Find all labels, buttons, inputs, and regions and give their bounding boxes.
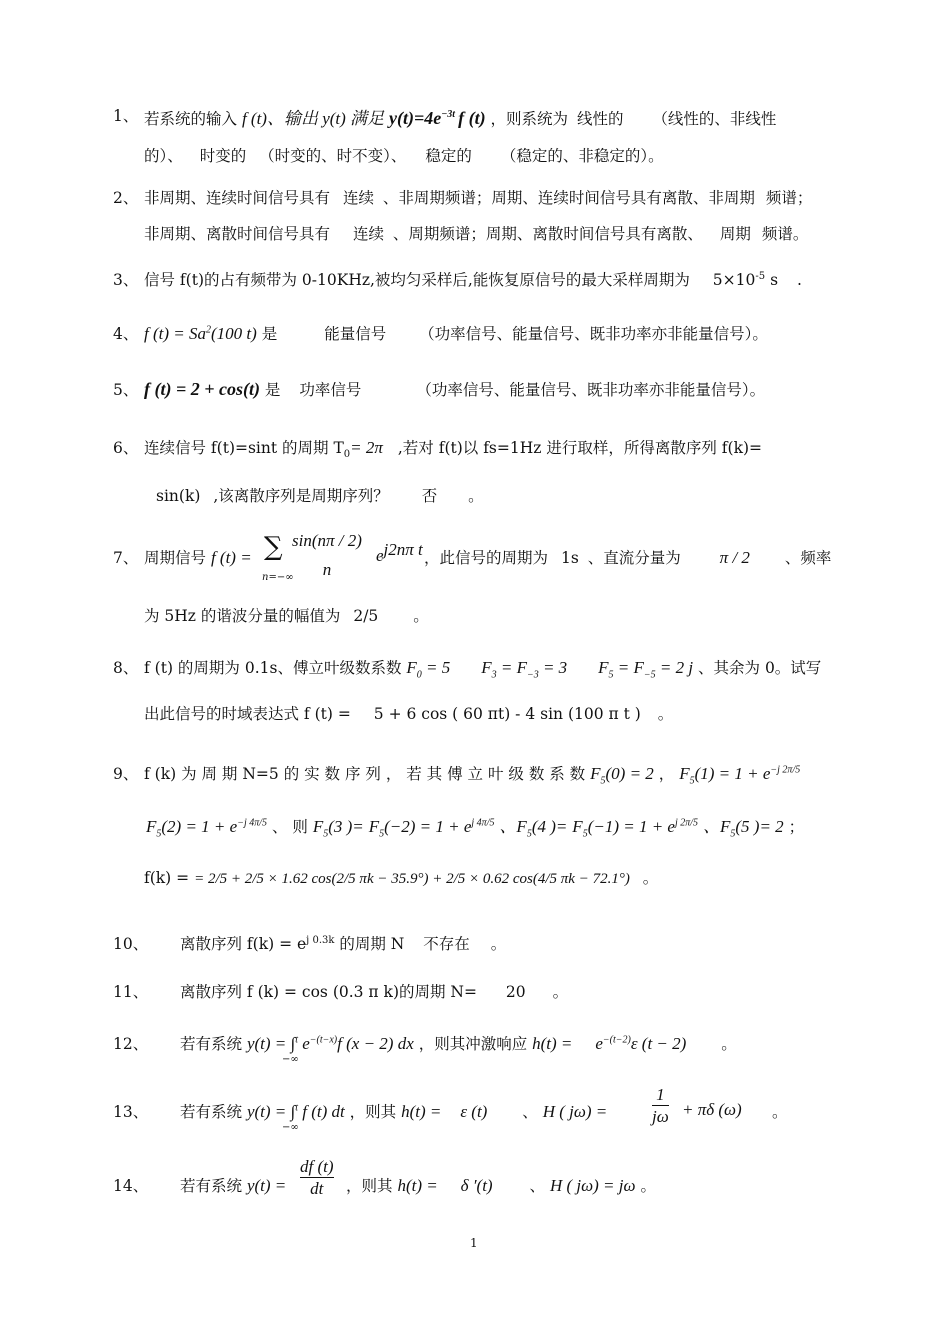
- equation: y(t) = ∫$^t$ $e^{-(t-x)}f$ (x − 2) dx: [246, 1034, 414, 1053]
- answer: 时变的: [199, 147, 247, 165]
- question-number: 8、: [113, 659, 139, 677]
- equation: $y(t)=4e^{-3t}$ f (t): [389, 108, 486, 128]
- question-number: 1、: [113, 107, 139, 125]
- summation-sign: ∑: [264, 532, 283, 562]
- coef-f3: $F_3 = F_{-3} = 3$: [481, 658, 568, 681]
- question-number: 6、: [113, 439, 139, 457]
- equation: f (t) = 2 + cos(t): [144, 379, 260, 399]
- answer: 2/5: [353, 607, 379, 625]
- coef: $F_5(1) = 1 + e^{-j 2\pi/5}$: [679, 764, 801, 787]
- answer: 连续: [342, 189, 374, 207]
- answer: $e^{-(t-2)}\varepsilon$ (t − 2): [595, 1034, 687, 1053]
- answer: π / 2: [719, 548, 750, 567]
- question-number: 7、: [113, 549, 139, 567]
- question-number: 3、: [113, 271, 139, 289]
- answer: ε (t): [460, 1102, 488, 1121]
- answer: 功率信号: [299, 381, 362, 399]
- answer: 不存在: [423, 935, 470, 953]
- question-text: 若系统的输入: [144, 110, 238, 128]
- equation: y(t) = ∫$^t$ f (t) dt: [246, 1102, 345, 1121]
- fraction: sin(nπ / 2) n: [292, 531, 362, 580]
- page-number: 1: [470, 1236, 478, 1250]
- document-page: 1、 若系统的输入 f (t)、输出 y(t) 满足 $y(t)=4e^{-3t}$ f (t) ，则系统为 线性的 （线性的、非线性 的）、 时变的 （时变的、时不变）、 稳定的 （稳定的、非稳定的）。 2、 非周期、连续时间信号具有 连续 、非周期频谱；周期、连续时间信号具有离散、非周期 频谱； 非周期、离散时间信号具有 连续 、周期频谱；周期、离散时间信号具有离散、 周期 频谱。 3、 信号 f(t)的占有频带为 0-10KHz,被均匀采样后,能恢复原信号的最大采样周期为 $5\times 10^{-5}$ s . 4、 f $(t) = Sa^2(100$ t) 是 能量信号 （功率信号、能量信号、既非功率亦非能量信号）。 5、 f (t) = 2 + cos(t) 是 功率信号 （功率信号、能量信号、既非功率亦非能量信号）。 6、 连续信号 f(t)=sint 的周期 $T_0= 2\pi$ ,若对 f(t)以 fs=1Hz 进行取样，所得离散序列 f(k)= sin(k) ,该离散序列是周期序列？ 否 。 7、 周期信号 f (t) = ∑ n=−∞ sin(nπ / 2) n $e^{j2n\pi t}$ ，此信号的周期为 1s 、直流分量为 π / 2 、频率 为 5Hz 的谐波分量的幅值为 2/5 。 8、 f (t) 的周期为 0.1s、傅立叶级数系数 $F_0 = 5$ $F_3 = F_{-3} = 3$ $F_5 = F_{-5} = 2$ j 、其余为 0。试写 出此信号的时域表达式 f (t) = 5 + 6 cos ( 60 πt) - 4 sin (100 π t ) 。 9、 f (k) 为 周 期 N=5 的 实 数 序 列 ， 若 其 傅 立 叶 级 数 系 数 $F_5(0) = 2$ ， $F_5(1) = 1 + e^{-j 2\pi/5}$ $F_5(2) = 1 + e^{-j 4\pi/5}$ 、 则 $F_5(3$ )= $F_5(-2) = 1 + e^{j 4\pi/5}$ 、$F_5(4$ )= $F_5(-1) = 1 + e^{j 2\pi/5}$ 、$F_5(5$ )= 2 ； f(k) = = 2/5 + 2/5 × 1.62 cos(2/5 πk − 35.9°) + 2/5 × 0.62 cos(4/5 πk − 72.1°) 。 10、 离散序列 $f(k) = e^{j 0.3k}$ 的周期 N 不存在 。 11、 离散序列 f (k) = cos (0.3 π k)的周期 N= 20 。 12、 若有系统 y(t) = ∫$^t$ $e^{-(t-x)}f$ (x − 2) dx ，则其冲激响应 $h(t) = e^{-(t-2)}\varepsilon$ (t − 2) 。 −∞ 13、 若有系统 y(t) = ∫$^t$ f (t) dt ，则其 h(t) = ε (t) 、 H ( jω) = −∞ $\frac{1}{j\omega}$ + πδ (ω) 。 14、 若有系统 y(t) = $\frac{df (t)}{dt}$ ，则其 h(t) = δ ′(t) 、 H ( jω) = jω 。 1: [0, 0, 950, 1344]
- answer: 稳定的: [425, 147, 472, 165]
- question-number: 11、: [113, 983, 149, 1001]
- question-number: 13、: [113, 1103, 149, 1121]
- answer: $5\times 10^{-5}$ s: [712, 270, 779, 289]
- answer: δ ′(t): [460, 1176, 493, 1195]
- answer: + πδ (ω): [682, 1100, 742, 1119]
- answer: 周期: [719, 225, 751, 243]
- question-number: 9、: [113, 765, 139, 783]
- coef-f0: $F_0 = 5$: [406, 658, 451, 681]
- sum-lower-limit: n=−∞: [262, 572, 294, 583]
- answer: 否: [421, 487, 438, 505]
- answer: 20: [505, 983, 526, 1001]
- io-text: f (t)、输出 y(t) 满足: [241, 109, 385, 128]
- question-number: 2、: [113, 189, 139, 207]
- answer: 能量信号: [324, 325, 387, 343]
- question-number: 4、: [113, 325, 139, 343]
- coef-f5: $F_5 = F_{-5} = 2$ j: [598, 658, 694, 681]
- equation: f $(t) = Sa^2(100$ t): [144, 324, 257, 343]
- question-number: 12、: [113, 1035, 149, 1053]
- answer: sin(k): [156, 487, 201, 505]
- answer: 1s: [560, 549, 579, 567]
- question-number: 14、: [113, 1177, 149, 1195]
- fraction: $\frac{1}{j\omega}$: [652, 1085, 669, 1127]
- question-number: 10、: [113, 935, 149, 953]
- answer: = 2/5 + 2/5 × 1.62 cos(2/5 πk − 35.9°) + 2/5 × 0.62 cos(4/5 πk − 72.1°): [194, 871, 630, 887]
- question-number: 5、: [113, 381, 139, 399]
- answer: 5 + 6 cos ( 60 πt) - 4 sin (100 π t ): [373, 705, 641, 723]
- answer: 线性的: [576, 110, 624, 128]
- coef: $F_5(0) = 2$: [590, 764, 654, 787]
- answer: 连续: [352, 225, 384, 243]
- fraction: $\frac{df (t)}{dt}$: [300, 1157, 334, 1199]
